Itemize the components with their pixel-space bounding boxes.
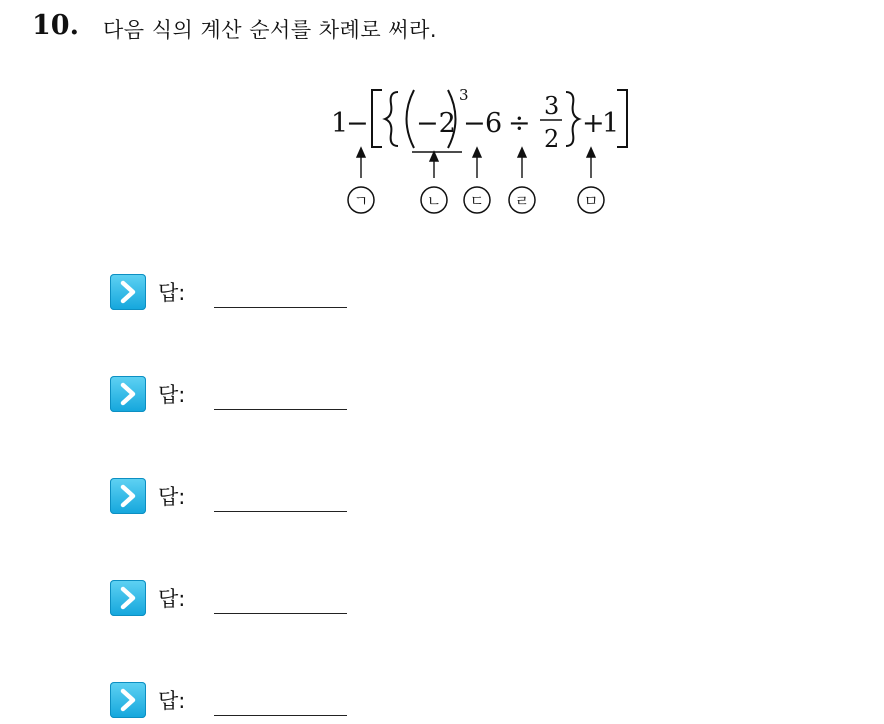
chevron-right-icon <box>110 274 146 310</box>
answer-row-4 <box>110 580 410 620</box>
term-one: 1 <box>331 108 349 139</box>
chevron-right-icon <box>110 580 146 616</box>
step-label-3: ㄷ <box>469 192 485 210</box>
answer-label: 답: <box>158 689 186 713</box>
right-curly-brace <box>566 92 579 146</box>
answer-label: 답: <box>158 587 186 611</box>
step-label-2: ㄴ <box>426 192 442 210</box>
answer-row-3 <box>110 478 410 518</box>
divide-sign: ÷ <box>508 108 531 139</box>
answer-blank[interactable] <box>214 613 347 614</box>
term-six: 6 <box>485 108 503 139</box>
answer-blank[interactable] <box>214 715 347 716</box>
left-parenthesis <box>407 90 415 148</box>
answer-blank[interactable] <box>214 409 347 410</box>
arrow-step-1 <box>357 148 365 178</box>
arrow-step-5 <box>587 148 595 178</box>
term-one-end: 1 <box>602 108 620 139</box>
answer-blank[interactable] <box>214 511 347 512</box>
arrow-step-3 <box>473 148 481 178</box>
left-curly-brace <box>385 92 398 146</box>
math-expression <box>0 0 884 230</box>
chevron-right-icon <box>110 376 146 412</box>
step-label-5: ㅁ <box>583 192 599 210</box>
minus-sign: − <box>346 108 369 139</box>
fraction-denominator: 2 <box>544 125 560 153</box>
arrow-step-2 <box>430 152 438 178</box>
arrow-step-4 <box>518 148 526 178</box>
answer-label: 답: <box>158 383 186 407</box>
plus-sign: + <box>582 108 605 139</box>
negative-two: −2 <box>416 108 456 139</box>
step-label-4: ㄹ <box>514 192 530 210</box>
answer-label: 답: <box>158 485 186 509</box>
answer-label: 답: <box>158 281 186 305</box>
left-square-bracket <box>372 90 382 147</box>
step-label-1: ㄱ <box>353 192 369 210</box>
chevron-right-icon <box>110 682 146 718</box>
question-number: 10. <box>32 10 79 41</box>
question-text: 다음 식의 계산 순서를 차례로 써라. <box>103 18 438 42</box>
answer-blank[interactable] <box>214 307 347 308</box>
chevron-right-icon <box>110 478 146 514</box>
fraction-numerator: 3 <box>544 92 560 120</box>
answer-row-1 <box>110 274 410 314</box>
answer-row-5 <box>110 682 410 722</box>
exponent-three: 3 <box>459 86 469 104</box>
minus-sign-2: − <box>463 108 486 139</box>
answer-row-2 <box>110 376 410 416</box>
